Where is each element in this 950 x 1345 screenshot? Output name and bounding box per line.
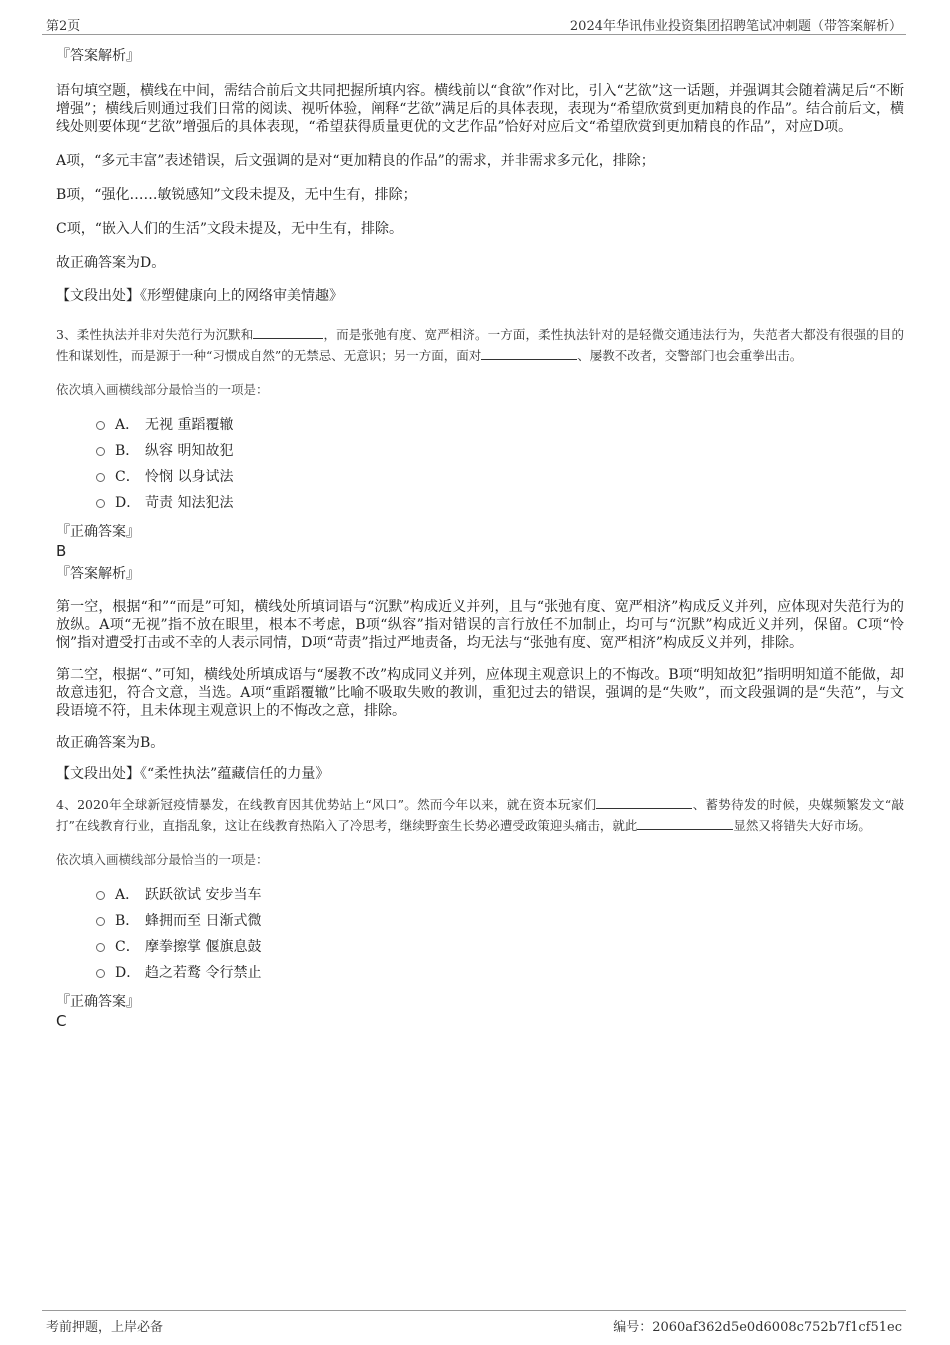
analysis-paragraph: A项，“多元丰富”表述错误，后文强调的是对“更加精良的作品”的需求，并非需求多元化，排除； <box>56 153 655 169</box>
analysis-paragraph: 第一空，根据“和”“而是”可知，横线处所填词语与“沉默”构成近义并列，且与“张弛有度、宽严相济”构成反义并列，应体现对失范行为的放纵。A项“无视”指不放在眼里，根本不考虑，B项“纵容”指对错误的言行放任不加制止，均可与“沉默”构成近义并列，保留。C项“怜悯”指对遭受打击或不幸的人表示同情，D项“苛责”指过严地责备，均无法与“张弛有度、宽严相济”构成反义并列，排除。 <box>56 599 904 651</box>
document-title: 2024年华讯伟业投资集团招聘笔试冲刺题（带答案解析） <box>569 19 902 34</box>
radio-icon[interactable] <box>96 499 105 508</box>
question-3-text: 3、柔性执法并非对失范行为沉默和 ，而是张弛有度、宽严相济。一方面，柔性执法针对的是轻微交通违法行为，失范者大都没有很强的目的性和谋划性，而是源于一种“习惯成自然”的无禁忌、无意识；另一方面，面对 、屡教不改者，交警部门也会重拳出击。 <box>56 327 904 363</box>
correct-answer-label: 『正确答案』 <box>56 994 140 1010</box>
radio-icon[interactable] <box>96 421 105 430</box>
page-content <box>56 44 904 1030</box>
radio-icon[interactable] <box>96 447 105 456</box>
analysis-label: 『答案解析』 <box>56 48 140 64</box>
correct-answer-label: 『正确答案』 <box>56 524 140 540</box>
correct-answer: C <box>56 1012 67 1030</box>
option-d[interactable]: D． 苛责 知法犯法 <box>96 490 904 516</box>
radio-icon[interactable] <box>96 969 105 978</box>
option-a[interactable]: A． 无视 重蹈覆辙 <box>96 412 904 438</box>
analysis-conclusion: 故正确答案为B。 <box>56 735 165 751</box>
page-footer <box>42 1310 906 1333</box>
question-4-text: 4、2020年全球新冠疫情暴发，在线教育因其优势站上“风口”。然而今年以来，就在资本玩家们 、蓄势待发的时候，央媒频繁发文“敲打”在线教育行业，直指乱象，这让在线教育热陷入了冷思考，继续野蛮生长势必遭受政策迎头痛击，就此 显然又将错失大好市场。 <box>56 797 904 833</box>
analysis-paragraph: 语句填空题，横线在中间，需结合前后文共同把握所填内容。横线前以“食欲”作对比，引入“艺欲”这一话题，并强调其会随着满足后“不断增强”；横线后则通过我们日常的阅读、视听体验，阐释“艺欲”满足后的具体表现，表现为“希望欣赏到更加精良的作品”。结合前后文，横线处则要体现“艺欲”增强后的具体表现，“希望获得质量更优的文艺作品”恰好对应后文“希望欣赏到更加精良的作品”，对应D项。 <box>56 83 904 135</box>
option-a[interactable]: A． 跃跃欲试 安步当车 <box>96 882 904 908</box>
option-b[interactable]: B． 纵容 明知故犯 <box>96 438 904 464</box>
footer-slogan: 考前押题，上岸必备 <box>46 1320 164 1335</box>
question-instruction: 依次填入画横线部分最恰当的一项是： <box>56 852 269 867</box>
question-instruction: 依次填入画横线部分最恰当的一项是： <box>56 382 269 397</box>
analysis-paragraph: C项，“嵌入人们的生活”文段未提及，无中生有，排除。 <box>56 221 404 237</box>
correct-answer: B <box>56 542 67 560</box>
blank-line <box>253 325 323 339</box>
option-b[interactable]: B． 蜂拥而至 日渐式微 <box>96 908 904 934</box>
page-header <box>42 12 906 35</box>
analysis-conclusion: 故正确答案为D。 <box>56 255 166 271</box>
question-4-options <box>56 882 904 986</box>
analysis-paragraph: B项，“强化……敏锐感知”文段未提及，无中生有，排除； <box>56 187 417 203</box>
page-number: 第2页 <box>46 19 81 34</box>
radio-icon[interactable] <box>96 943 105 952</box>
analysis-label: 『答案解析』 <box>56 566 140 582</box>
radio-icon[interactable] <box>96 473 105 482</box>
option-c[interactable]: C． 怜悯 以身试法 <box>96 464 904 490</box>
radio-icon[interactable] <box>96 891 105 900</box>
blank-line <box>596 795 692 809</box>
document-id: 编号：2060af362d5e0d6008c752b7f1cf51ec <box>613 1320 902 1335</box>
passage-source: 【文段出处】《形塑健康向上的网络审美情趣》 <box>56 288 343 304</box>
passage-source: 【文段出处】《“柔性执法”蕴藏信任的力量》 <box>56 766 330 782</box>
radio-icon[interactable] <box>96 917 105 926</box>
blank-line <box>481 346 577 360</box>
blank-line <box>637 816 733 830</box>
option-d[interactable]: D． 趋之若鹜 令行禁止 <box>96 960 904 986</box>
option-c[interactable]: C． 摩拳擦掌 偃旗息鼓 <box>96 934 904 960</box>
analysis-paragraph: 第二空，根据“、”可知，横线处所填成语与“屡教不改”构成同义并列，应体现主观意识上的不悔改。B项“明知故犯”指明明知道不能做，却故意违犯，符合文意，当选。A项“重蹈覆辙”比喻不吸取失败的教训，重犯过去的错误，强调的是“失败”，而文段强调的是“失范”，与文段语境不符，且未体现主观意识上的不悔改之意，排除。 <box>56 667 904 719</box>
question-3-options <box>56 412 904 516</box>
